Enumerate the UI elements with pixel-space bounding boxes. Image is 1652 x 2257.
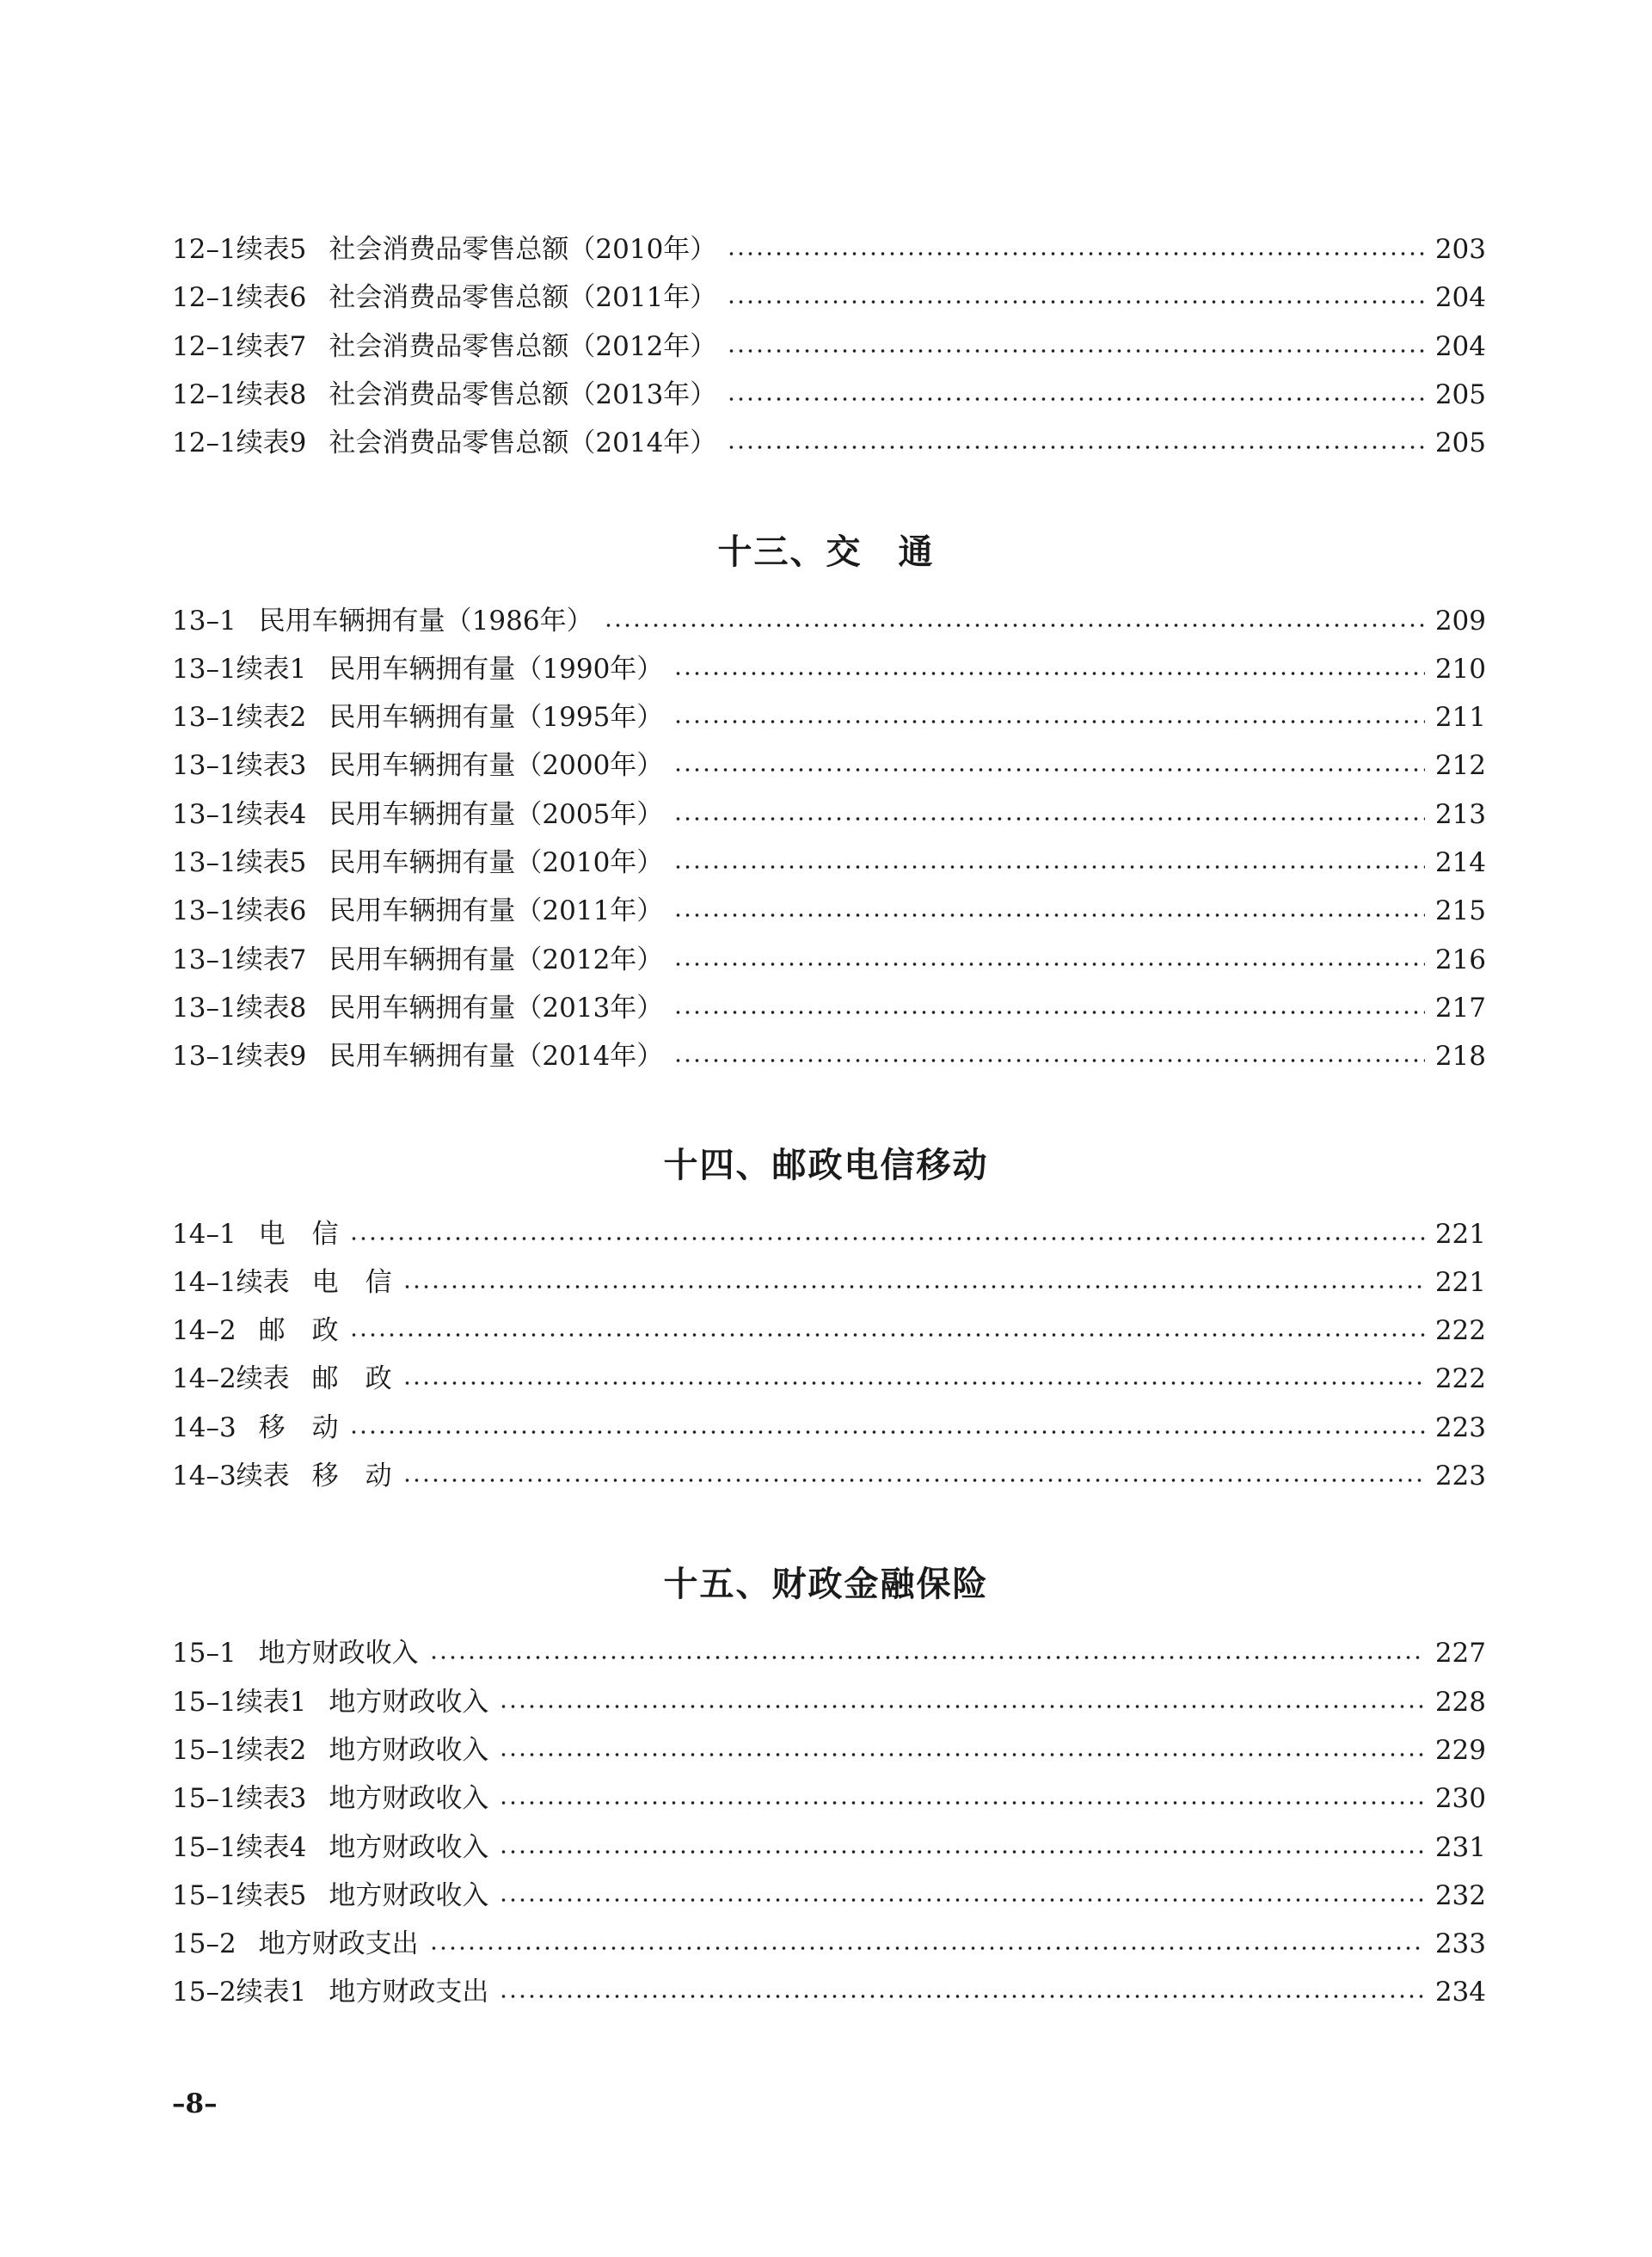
- toc-entry-title: 地方财政收入: [258, 1638, 419, 1670]
- dot-leader: [727, 397, 1425, 401]
- toc-entry: [172, 1874, 1486, 1917]
- toc-entry-code: 14–1续表: [172, 1266, 290, 1298]
- dot-leader: [429, 1656, 1425, 1659]
- toc-entry: [172, 1309, 1486, 1352]
- dot-leader: [349, 1237, 1425, 1240]
- toc-entry-page-number: 210: [1434, 653, 1486, 685]
- dot-leader: [349, 1333, 1425, 1337]
- dot-leader: [604, 624, 1425, 627]
- toc-entry-page-number: 204: [1434, 330, 1486, 362]
- dot-leader: [499, 1753, 1424, 1756]
- toc-entry-code: 14–1: [172, 1218, 236, 1250]
- toc-entry-code: 14–3: [172, 1411, 236, 1443]
- toc-entry-title: 电 信: [258, 1218, 339, 1250]
- toc-entry-code: 15–1续表4: [172, 1831, 307, 1863]
- toc-entry-code: 13–1续表5: [172, 847, 307, 878]
- toc-entry-page-number: 221: [1434, 1266, 1486, 1298]
- dot-leader: [402, 1381, 1425, 1385]
- toc-entry: [172, 1454, 1486, 1497]
- section-heading: 十三、交 通: [717, 532, 935, 572]
- dot-leader: [499, 1898, 1424, 1902]
- toc-entry: [172, 1777, 1486, 1820]
- toc-entry-page-number: 221: [1434, 1218, 1486, 1250]
- toc-entry: [172, 421, 1486, 464]
- toc-entry-page-number: 204: [1434, 282, 1486, 314]
- toc-entry-page-number: 233: [1434, 1928, 1486, 1960]
- dot-leader: [673, 962, 1425, 966]
- toc-entry-code: 15–1续表2: [172, 1734, 307, 1766]
- dot-leader: [673, 913, 1425, 917]
- toc-entry: [172, 938, 1486, 981]
- toc-entry: [172, 1632, 1486, 1675]
- toc-entry-title: 民用车辆拥有量（1990年）: [329, 653, 664, 685]
- toc-entry: [172, 1681, 1486, 1724]
- dot-leader: [673, 672, 1425, 675]
- dot-leader: [673, 1059, 1425, 1062]
- toc-entry-page-number: 214: [1434, 847, 1486, 878]
- toc-entry: [172, 276, 1486, 319]
- dot-leader: [349, 1430, 1425, 1434]
- toc-entry: [172, 325, 1486, 368]
- dot-leader: [673, 720, 1425, 723]
- dot-leader: [499, 1705, 1424, 1708]
- toc-entry-page-number: 205: [1434, 427, 1486, 459]
- section-heading: 十五、财政金融保险: [663, 1565, 989, 1605]
- toc-entry: [172, 1922, 1486, 1965]
- toc-entry-code: 13–1续表7: [172, 944, 307, 975]
- toc-entry-title: 民用车辆拥有量（2013年）: [329, 992, 664, 1024]
- dot-leader: [673, 1011, 1425, 1014]
- toc-entry-title: 社会消费品零售总额（2014年）: [329, 427, 717, 459]
- toc-entry-page-number: 211: [1434, 702, 1486, 734]
- toc-entry: [172, 1971, 1486, 2014]
- toc-entry-title: 社会消费品零售总额（2010年）: [329, 234, 717, 265]
- dot-leader: [429, 1946, 1425, 1950]
- dot-leader: [499, 1850, 1424, 1854]
- toc-entry-code: 13–1续表9: [172, 1041, 307, 1073]
- toc-entry-code: 15–1续表5: [172, 1879, 307, 1911]
- page-number-footer: –8–: [172, 2088, 218, 2119]
- dot-leader: [727, 300, 1425, 304]
- toc-entry-title: 邮 政: [311, 1363, 392, 1395]
- toc-entry-page-number: 216: [1434, 944, 1486, 975]
- toc-entry-code: 15–1: [172, 1638, 236, 1670]
- toc-entry-title: 民用车辆拥有量（2000年）: [329, 750, 664, 782]
- toc-entry: [172, 793, 1486, 836]
- toc-entry: [172, 228, 1486, 271]
- dot-leader: [727, 349, 1425, 353]
- toc-entry-title: 地方财政支出: [258, 1928, 419, 1960]
- toc-entry-code: 15–1续表1: [172, 1686, 307, 1718]
- dot-leader: [673, 817, 1425, 821]
- toc-entry-page-number: 213: [1434, 798, 1486, 830]
- toc-entry-code: 15–1续表3: [172, 1783, 307, 1815]
- toc-entry-code: 12–1续表9: [172, 427, 307, 459]
- toc-entry-title: 民用车辆拥有量（1986年）: [258, 605, 593, 637]
- toc-entry-title: 社会消费品零售总额（2013年）: [329, 378, 717, 410]
- toc-entry: [172, 373, 1486, 416]
- dot-leader: [402, 1479, 1425, 1482]
- toc-entry-title: 移 动: [311, 1461, 392, 1491]
- dot-leader: [673, 865, 1425, 869]
- toc-entry-code: 12–1续表6: [172, 282, 307, 314]
- toc-entry-title: 社会消费品零售总额（2012年）: [329, 330, 717, 362]
- toc-entry: [172, 648, 1486, 691]
- dot-leader: [673, 768, 1425, 772]
- section-heading: 十四、邮政电信移动: [663, 1145, 989, 1185]
- toc-entry-page-number: 223: [1434, 1461, 1486, 1491]
- toc-entry: [172, 1826, 1486, 1869]
- toc-entry: [172, 1357, 1486, 1400]
- toc-entry: [172, 1035, 1486, 1078]
- toc-entry: [172, 1261, 1486, 1304]
- dot-leader: [499, 1995, 1424, 1998]
- toc-entry-page-number: 222: [1434, 1315, 1486, 1347]
- toc-entry-code: 13–1续表8: [172, 992, 307, 1024]
- toc-entry-page-number: 232: [1434, 1879, 1486, 1911]
- toc-entry-code: 12–1续表7: [172, 330, 307, 362]
- toc-entry-page-number: 218: [1434, 1041, 1486, 1073]
- toc-entry-code: 14–2续表: [172, 1363, 290, 1395]
- toc-entry-code: 12–1续表8: [172, 378, 307, 410]
- toc-entry-code: 14–2: [172, 1315, 236, 1347]
- dot-leader: [727, 252, 1425, 255]
- toc-entry-page-number: 203: [1434, 234, 1486, 265]
- toc-entry-page-number: 223: [1434, 1411, 1486, 1443]
- toc-entry-title: 民用车辆拥有量（2010年）: [329, 847, 664, 878]
- toc-entry-title: 地方财政收入: [329, 1831, 489, 1863]
- dot-leader: [499, 1801, 1424, 1805]
- dot-leader: [727, 446, 1425, 449]
- toc-entry: [172, 889, 1486, 932]
- toc-entry-code: 15–2: [172, 1928, 236, 1960]
- toc-entry-title: 地方财政收入: [329, 1783, 489, 1815]
- toc-entry-title: 民用车辆拥有量（2012年）: [329, 944, 664, 975]
- toc-entry-page-number: 227: [1434, 1638, 1486, 1670]
- toc-entry-code: 13–1续表3: [172, 750, 307, 782]
- toc-entry-title: 地方财政收入: [329, 1879, 489, 1911]
- toc-entry: [172, 841, 1486, 884]
- toc-entry-code: 12–1续表5: [172, 234, 307, 265]
- toc-entry-title: 民用车辆拥有量（2014年）: [329, 1041, 664, 1073]
- toc-entry-title: 民用车辆拥有量（2005年）: [329, 798, 664, 830]
- toc-entry-code: 14–3续表: [172, 1461, 290, 1491]
- toc-entry: [172, 1213, 1486, 1256]
- toc-entry-title: 邮 政: [258, 1315, 339, 1347]
- toc-entry-title: 民用车辆拥有量（2011年）: [329, 895, 664, 927]
- dot-leader: [402, 1285, 1425, 1288]
- toc-entry: [172, 1729, 1486, 1772]
- toc-entry-page-number: 205: [1434, 378, 1486, 410]
- toc-entry: [172, 696, 1486, 739]
- toc-entry-code: 13–1续表2: [172, 702, 307, 734]
- toc-entry-title: 地方财政收入: [329, 1734, 489, 1766]
- toc-entry-page-number: 222: [1434, 1363, 1486, 1395]
- toc-entry-code: 13–1: [172, 605, 236, 637]
- toc-entry: [172, 987, 1486, 1030]
- toc-entry-title: 民用车辆拥有量（1995年）: [329, 702, 664, 734]
- toc-entry-page-number: 228: [1434, 1686, 1486, 1718]
- toc-entry-title: 电 信: [311, 1266, 392, 1298]
- toc-entry: [172, 744, 1486, 787]
- toc-entry-page-number: 234: [1434, 1977, 1486, 2008]
- toc-entry-page-number: 229: [1434, 1734, 1486, 1766]
- toc-entry-title: 移 动: [258, 1411, 339, 1443]
- toc-entry: [172, 600, 1486, 643]
- toc-entry: [172, 1406, 1486, 1449]
- toc-entry-title: 社会消费品零售总额（2011年）: [329, 282, 717, 314]
- toc-entry-page-number: 209: [1434, 605, 1486, 637]
- toc-entry-code: 13–1续表4: [172, 798, 307, 830]
- toc-entry-code: 13–1续表1: [172, 653, 307, 685]
- toc-entry-page-number: 212: [1434, 750, 1486, 782]
- toc-entry-title: 地方财政支出: [329, 1977, 489, 2008]
- toc-entry-title: 地方财政收入: [329, 1686, 489, 1718]
- toc-entry-code: 13–1续表6: [172, 895, 307, 927]
- toc-entry-page-number: 215: [1434, 895, 1486, 927]
- toc-entry-page-number: 230: [1434, 1783, 1486, 1815]
- toc-entry-code: 15–2续表1: [172, 1977, 307, 2008]
- toc-entry-page-number: 217: [1434, 992, 1486, 1024]
- toc-entry-page-number: 231: [1434, 1831, 1486, 1863]
